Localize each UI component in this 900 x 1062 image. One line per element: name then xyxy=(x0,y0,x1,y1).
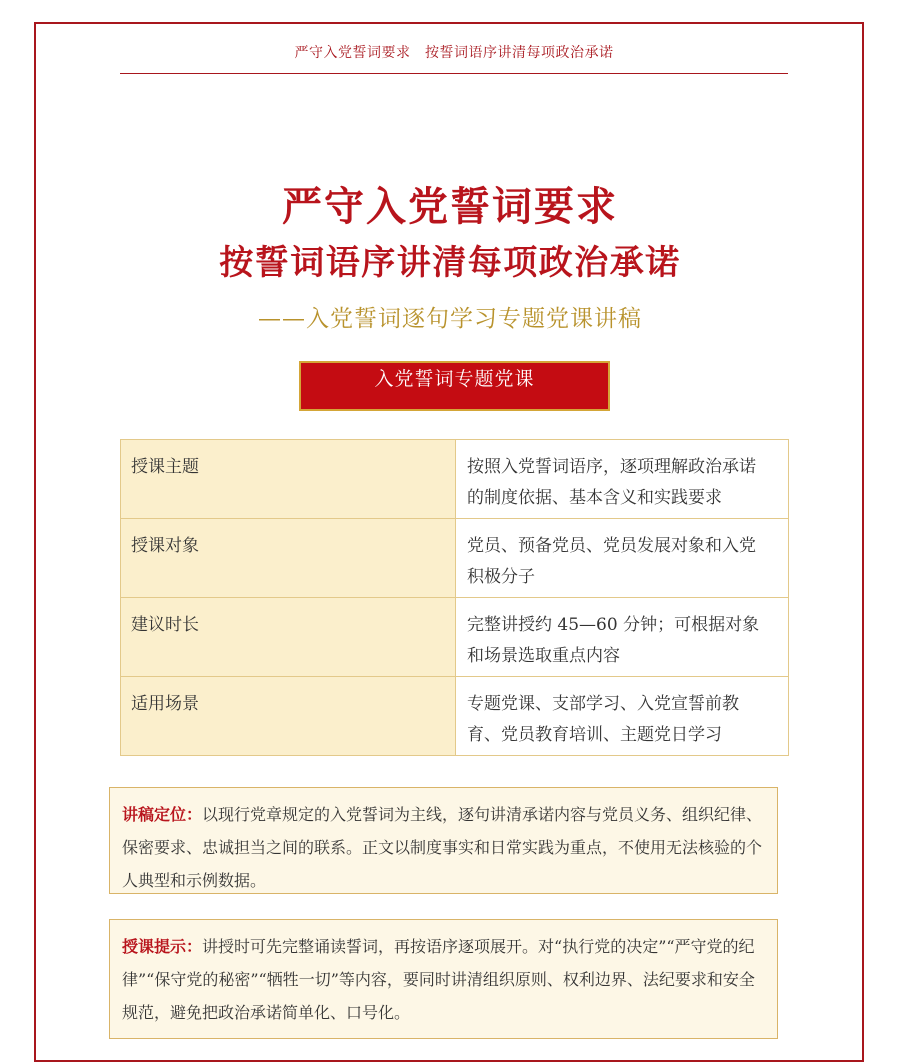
table-row xyxy=(121,519,789,598)
row-value-topic: 按照入党誓词语序，逐项理解政治承诺的制度依据、基本含义和实践要求 xyxy=(456,440,789,519)
note-teaching-tips xyxy=(109,919,778,1039)
course-banner: 入党誓词专题党课 xyxy=(299,361,610,411)
note-positioning xyxy=(109,787,778,894)
note-positioning-text: 以现行党章规定的入党誓词为主线，逐句讲清承诺内容与党员义务、组织纪律、保密要求、忠诚担当之间的联系。正文以制度事实和日常实践为重点，不使用无法核验的个人典型和示例数据。 xyxy=(122,805,763,890)
row-label-scenario: 适用场景 xyxy=(121,677,456,756)
note-positioning-label: 讲稿定位： xyxy=(122,805,203,824)
table-row xyxy=(121,677,789,756)
document-title-line-1: 严守入党誓词要求 xyxy=(282,183,618,230)
row-value-scenario: 专题党课、支部学习、入党宣誓前教育、党员教育培训、主题党日学习 xyxy=(456,677,789,756)
row-value-audience: 党员、预备党员、党员发展对象和入党积极分子 xyxy=(456,519,789,598)
row-label-audience: 授课对象 xyxy=(121,519,456,598)
table-row xyxy=(121,440,789,519)
course-info-table xyxy=(120,439,789,756)
document-title-line-2: 按誓词语序讲清每项政治承诺 xyxy=(219,243,681,283)
header-divider xyxy=(120,73,788,74)
table-row xyxy=(121,598,789,677)
row-label-topic: 授课主题 xyxy=(121,440,456,519)
document-subtitle: ——入党誓词逐句学习专题党课讲稿 xyxy=(258,306,642,332)
note-teaching-tips-text: 讲授时可先完整诵读誓词，再按语序逐项展开。对“执行党的决定”“严守党的纪律”“保守党的秘密”“牺牲一切”等内容，要同时讲清组织原则、权利边界、法纪要求和安全规范，避免把政治承诺简单化、口号化。 xyxy=(122,937,755,1022)
note-teaching-tips-label: 授课提示： xyxy=(122,937,203,956)
row-label-duration: 建议时长 xyxy=(121,598,456,677)
running-header: 严守入党誓词要求 按誓词语序讲清每项政治承诺 xyxy=(294,45,614,61)
row-value-duration: 完整讲授约 45—60 分钟；可根据对象和场景选取重点内容 xyxy=(456,598,789,677)
